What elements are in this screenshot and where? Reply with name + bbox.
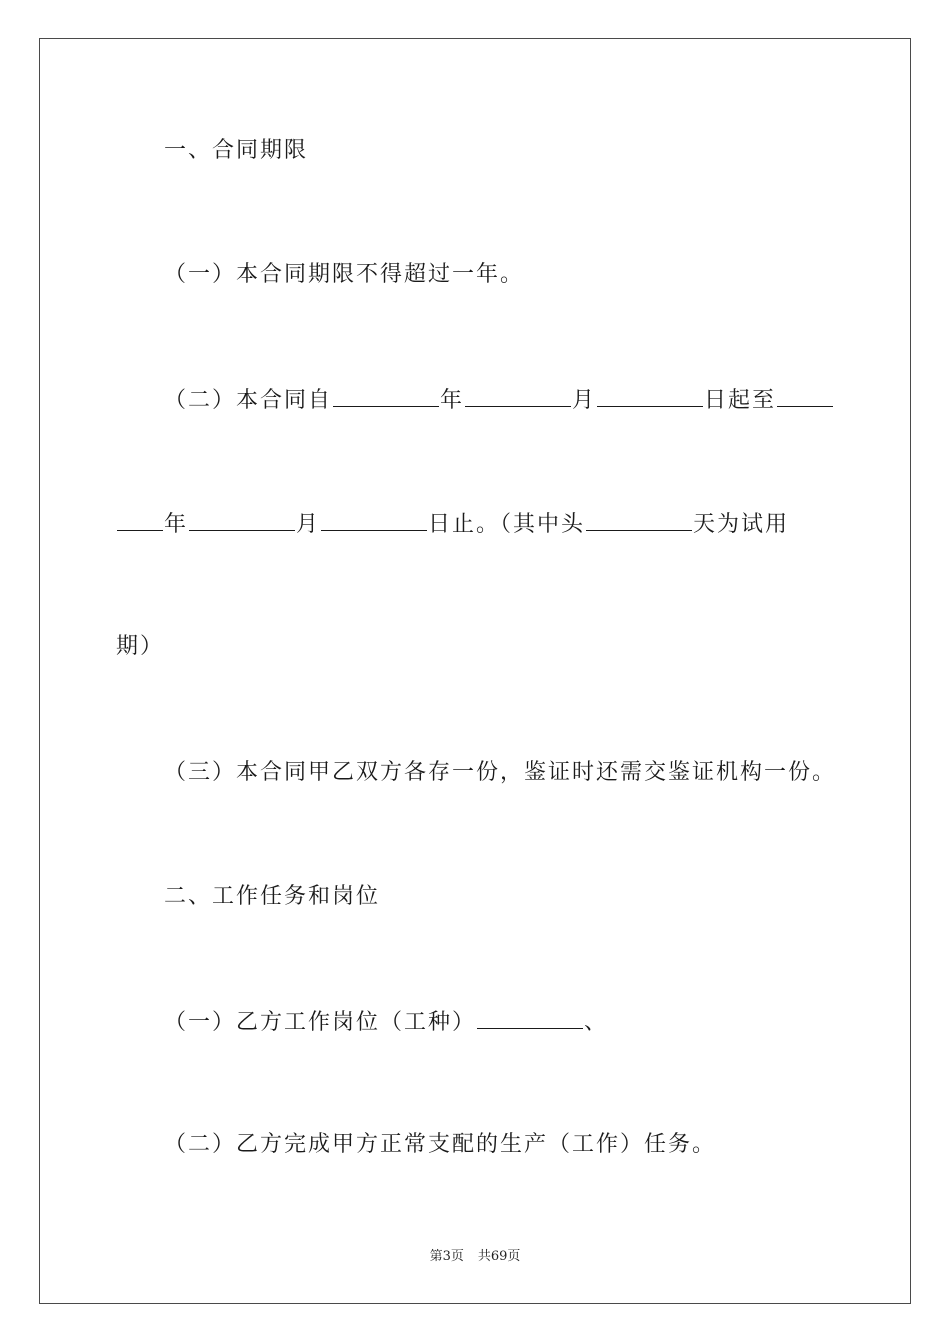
- heading-contract-term: 一、合同期限: [164, 138, 309, 163]
- paragraph-term-dates-line3: 期）: [116, 634, 165, 659]
- text-segment: 年: [440, 388, 465, 413]
- page-number: 第3页: [429, 1249, 464, 1264]
- blank-job-position[interactable]: [477, 1006, 583, 1029]
- heading-job-duties: 二、工作任务和岗位: [164, 884, 381, 909]
- text-segment: 月: [572, 388, 597, 413]
- paragraph-term-dates-line2: [116, 508, 789, 540]
- text-segment: （二）本合同自: [164, 388, 333, 413]
- blank-start-day[interactable]: [597, 384, 703, 407]
- blank-end-day[interactable]: [321, 508, 427, 531]
- page-footer: [0, 1248, 950, 1266]
- text-segment: 年: [164, 512, 189, 537]
- blank-end-year-part2[interactable]: [117, 508, 163, 531]
- text-segment: （一）乙方工作岗位（工种）: [164, 1010, 477, 1035]
- blank-start-year[interactable]: [333, 384, 439, 407]
- paragraph-copies: （三）本合同甲乙双方各存一份，鉴证时还需交鉴证机构一份。: [164, 760, 837, 785]
- blank-start-month[interactable]: [465, 384, 571, 407]
- text-segment: 日起至: [704, 388, 777, 413]
- text-segment: 月: [296, 512, 321, 537]
- text-segment: 日止。（其中头: [428, 512, 586, 537]
- paragraph-term-dates-line1: [164, 384, 834, 416]
- text-segment: 、: [584, 1010, 609, 1035]
- text-segment: 天为试用: [693, 512, 790, 537]
- page-border: [39, 38, 911, 1304]
- paragraph-term-limit: （一）本合同期限不得超过一年。: [164, 262, 525, 287]
- total-pages: 共69页: [477, 1249, 521, 1264]
- blank-end-year-part1[interactable]: [777, 384, 833, 407]
- blank-probation-days[interactable]: [586, 508, 692, 531]
- paragraph-job-tasks: （二）乙方完成甲方正常支配的生产（工作）任务。: [164, 1132, 717, 1157]
- paragraph-job-position: [164, 1006, 608, 1038]
- blank-end-month[interactable]: [189, 508, 295, 531]
